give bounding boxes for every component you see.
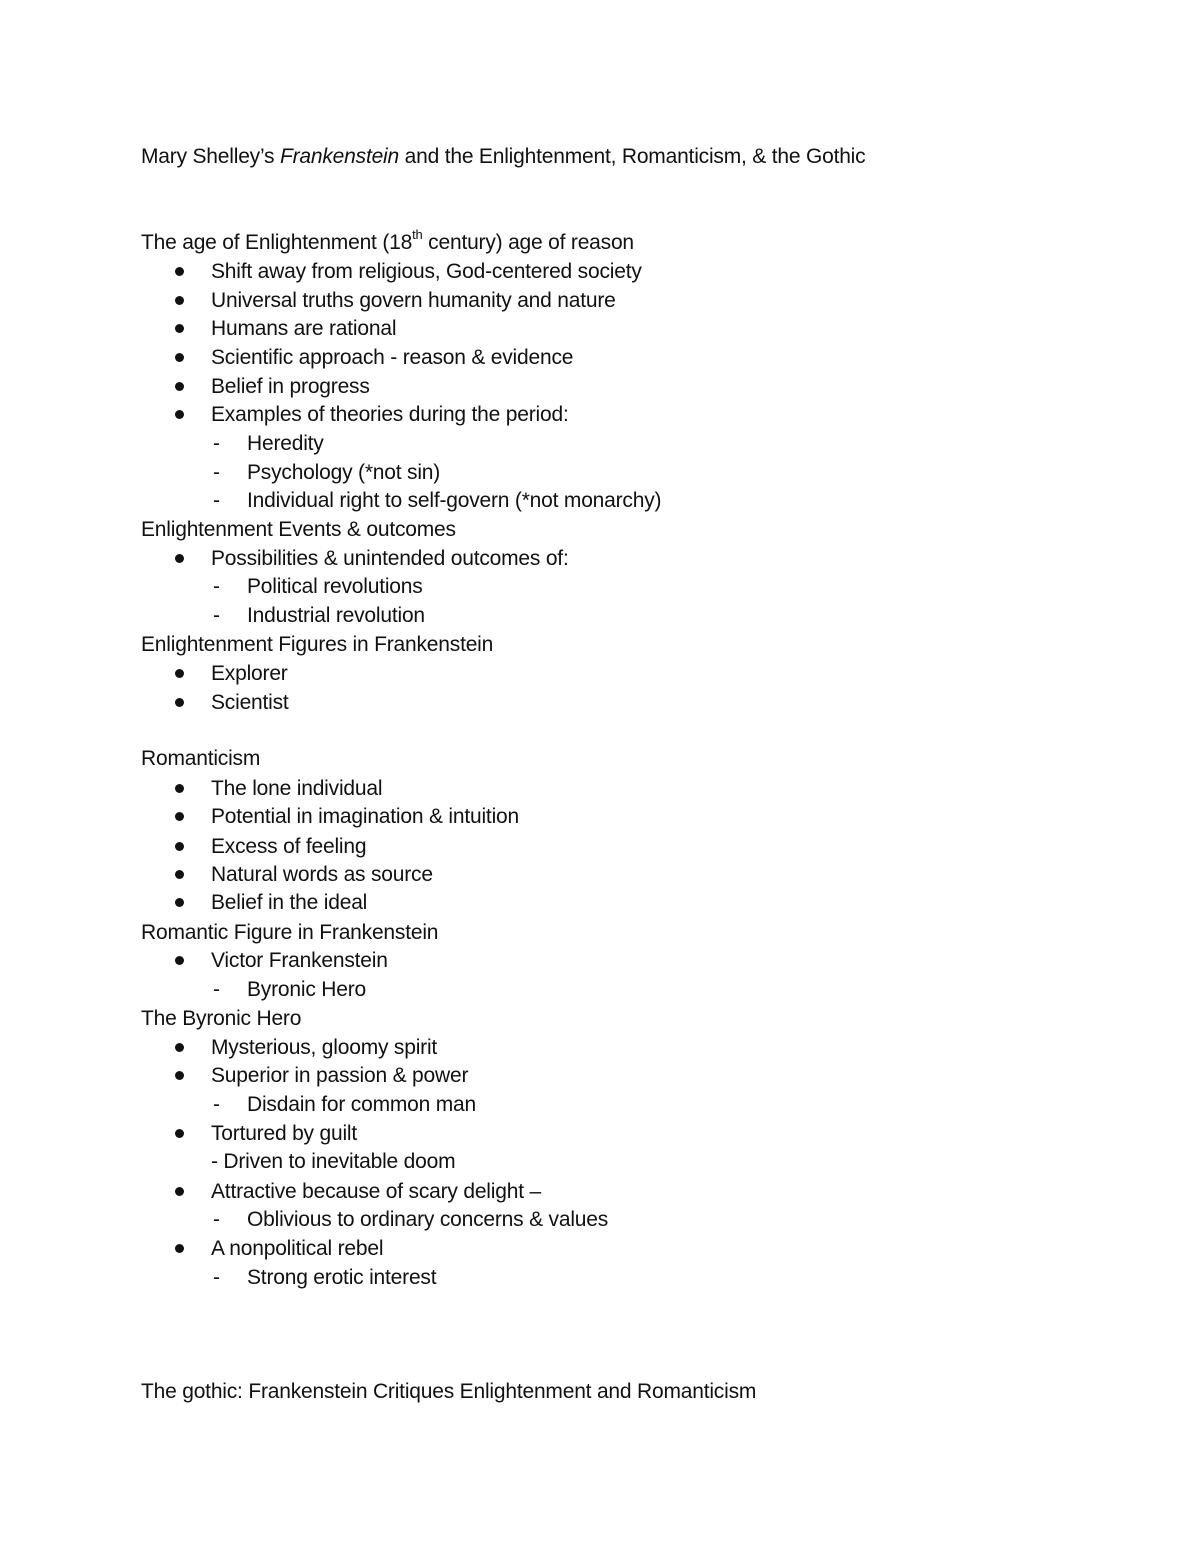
sub-list-item: Strong erotic interest: [247, 1266, 437, 1289]
romanticism-heading: Romanticism: [141, 747, 261, 770]
title-text-before: Mary Shelley’s: [141, 145, 280, 168]
bullet-icon: [175, 698, 184, 707]
bullet-icon: [175, 267, 184, 276]
list-item: The lone individual: [211, 777, 383, 800]
list-item: Natural words as source: [211, 863, 433, 886]
sub-list-item: Byronic Hero: [247, 978, 366, 1001]
bullet-icon: [175, 1071, 184, 1080]
bullet-icon: [175, 296, 184, 305]
bullet-icon: [175, 1244, 184, 1253]
bullet-icon: [175, 410, 184, 419]
list-item: Belief in the ideal: [211, 891, 368, 914]
enlightenment-heading-before: The age of Enlightenment (18: [141, 231, 413, 254]
list-item: Attractive because of scary delight –: [211, 1180, 541, 1203]
list-item: Potential in imagination & intuition: [211, 805, 519, 828]
list-item: Shift away from religious, God-centered society: [211, 260, 642, 283]
dash-marker: -: [213, 432, 220, 455]
sub-list-item: - Driven to inevitable doom: [211, 1150, 456, 1173]
list-item: Explorer: [211, 662, 288, 685]
list-item: Victor Frankenstein: [211, 949, 388, 972]
dash-marker: -: [213, 1093, 220, 1116]
dash-marker: -: [213, 461, 220, 484]
gothic-heading: The gothic: Frankenstein Critiques Enlightenment and Romanticism: [141, 1380, 757, 1403]
list-item: Scientific approach - reason & evidence: [211, 346, 574, 369]
enlightenment-heading-after: century) age of reason: [422, 231, 634, 254]
sub-list-item: Disdain for common man: [247, 1093, 477, 1116]
bullet-icon: [175, 554, 184, 563]
romantic-figure-heading: Romantic Figure in Frankenstein: [141, 921, 439, 944]
list-item: Examples of theories during the period:: [211, 403, 569, 426]
title-italic-book: Frankenstein: [280, 145, 399, 168]
sub-list-item: Political revolutions: [247, 575, 423, 598]
bullet-icon: [175, 1043, 184, 1052]
document-title: [141, 144, 865, 170]
list-item: Scientist: [211, 691, 289, 714]
list-item: A nonpolitical rebel: [211, 1237, 384, 1260]
sub-list-item: Heredity: [247, 432, 324, 455]
sub-list-item: Psychology (*not sin): [247, 461, 441, 484]
list-item: Superior in passion & power: [211, 1064, 469, 1087]
enlightenment-heading-sup: th: [412, 227, 423, 242]
byronic-heading: The Byronic Hero: [141, 1007, 302, 1030]
bullet-icon: [175, 324, 184, 333]
bullet-icon: [175, 898, 184, 907]
bullet-icon: [175, 1129, 184, 1138]
list-item: Possibilities & unintended outcomes of:: [211, 547, 569, 570]
list-item: Excess of feeling: [211, 835, 367, 858]
figures-heading: Enlightenment Figures in Frankenstein: [141, 633, 494, 656]
dash-marker: -: [213, 489, 220, 512]
dash-marker: -: [213, 604, 220, 627]
dash-marker: -: [213, 1266, 220, 1289]
events-heading: Enlightenment Events & outcomes: [141, 518, 456, 541]
dash-marker: -: [213, 1208, 220, 1231]
bullet-icon: [175, 812, 184, 821]
sub-list-item: Industrial revolution: [247, 604, 425, 627]
bullet-icon: [175, 870, 184, 879]
bullet-icon: [175, 1187, 184, 1196]
list-item: Universal truths govern humanity and nature: [211, 289, 616, 312]
sub-list-item: Oblivious to ordinary concerns & values: [247, 1208, 609, 1231]
title-text-after: and the Enlightenment, Romanticism, & the Gothic: [399, 145, 866, 168]
bullet-icon: [175, 353, 184, 362]
enlightenment-heading: [141, 227, 634, 256]
sub-list-item: Individual right to self-govern (*not monarchy): [247, 489, 662, 512]
list-item: Tortured by guilt: [211, 1122, 358, 1145]
dash-marker: -: [213, 978, 220, 1001]
bullet-icon: [175, 842, 184, 851]
bullet-icon: [175, 784, 184, 793]
bullet-icon: [175, 669, 184, 678]
list-item: Mysterious, gloomy spirit: [211, 1036, 438, 1059]
list-item: Belief in progress: [211, 375, 370, 398]
dash-marker: -: [213, 575, 220, 598]
list-item: Humans are rational: [211, 317, 397, 340]
bullet-icon: [175, 382, 184, 391]
bullet-icon: [175, 956, 184, 965]
